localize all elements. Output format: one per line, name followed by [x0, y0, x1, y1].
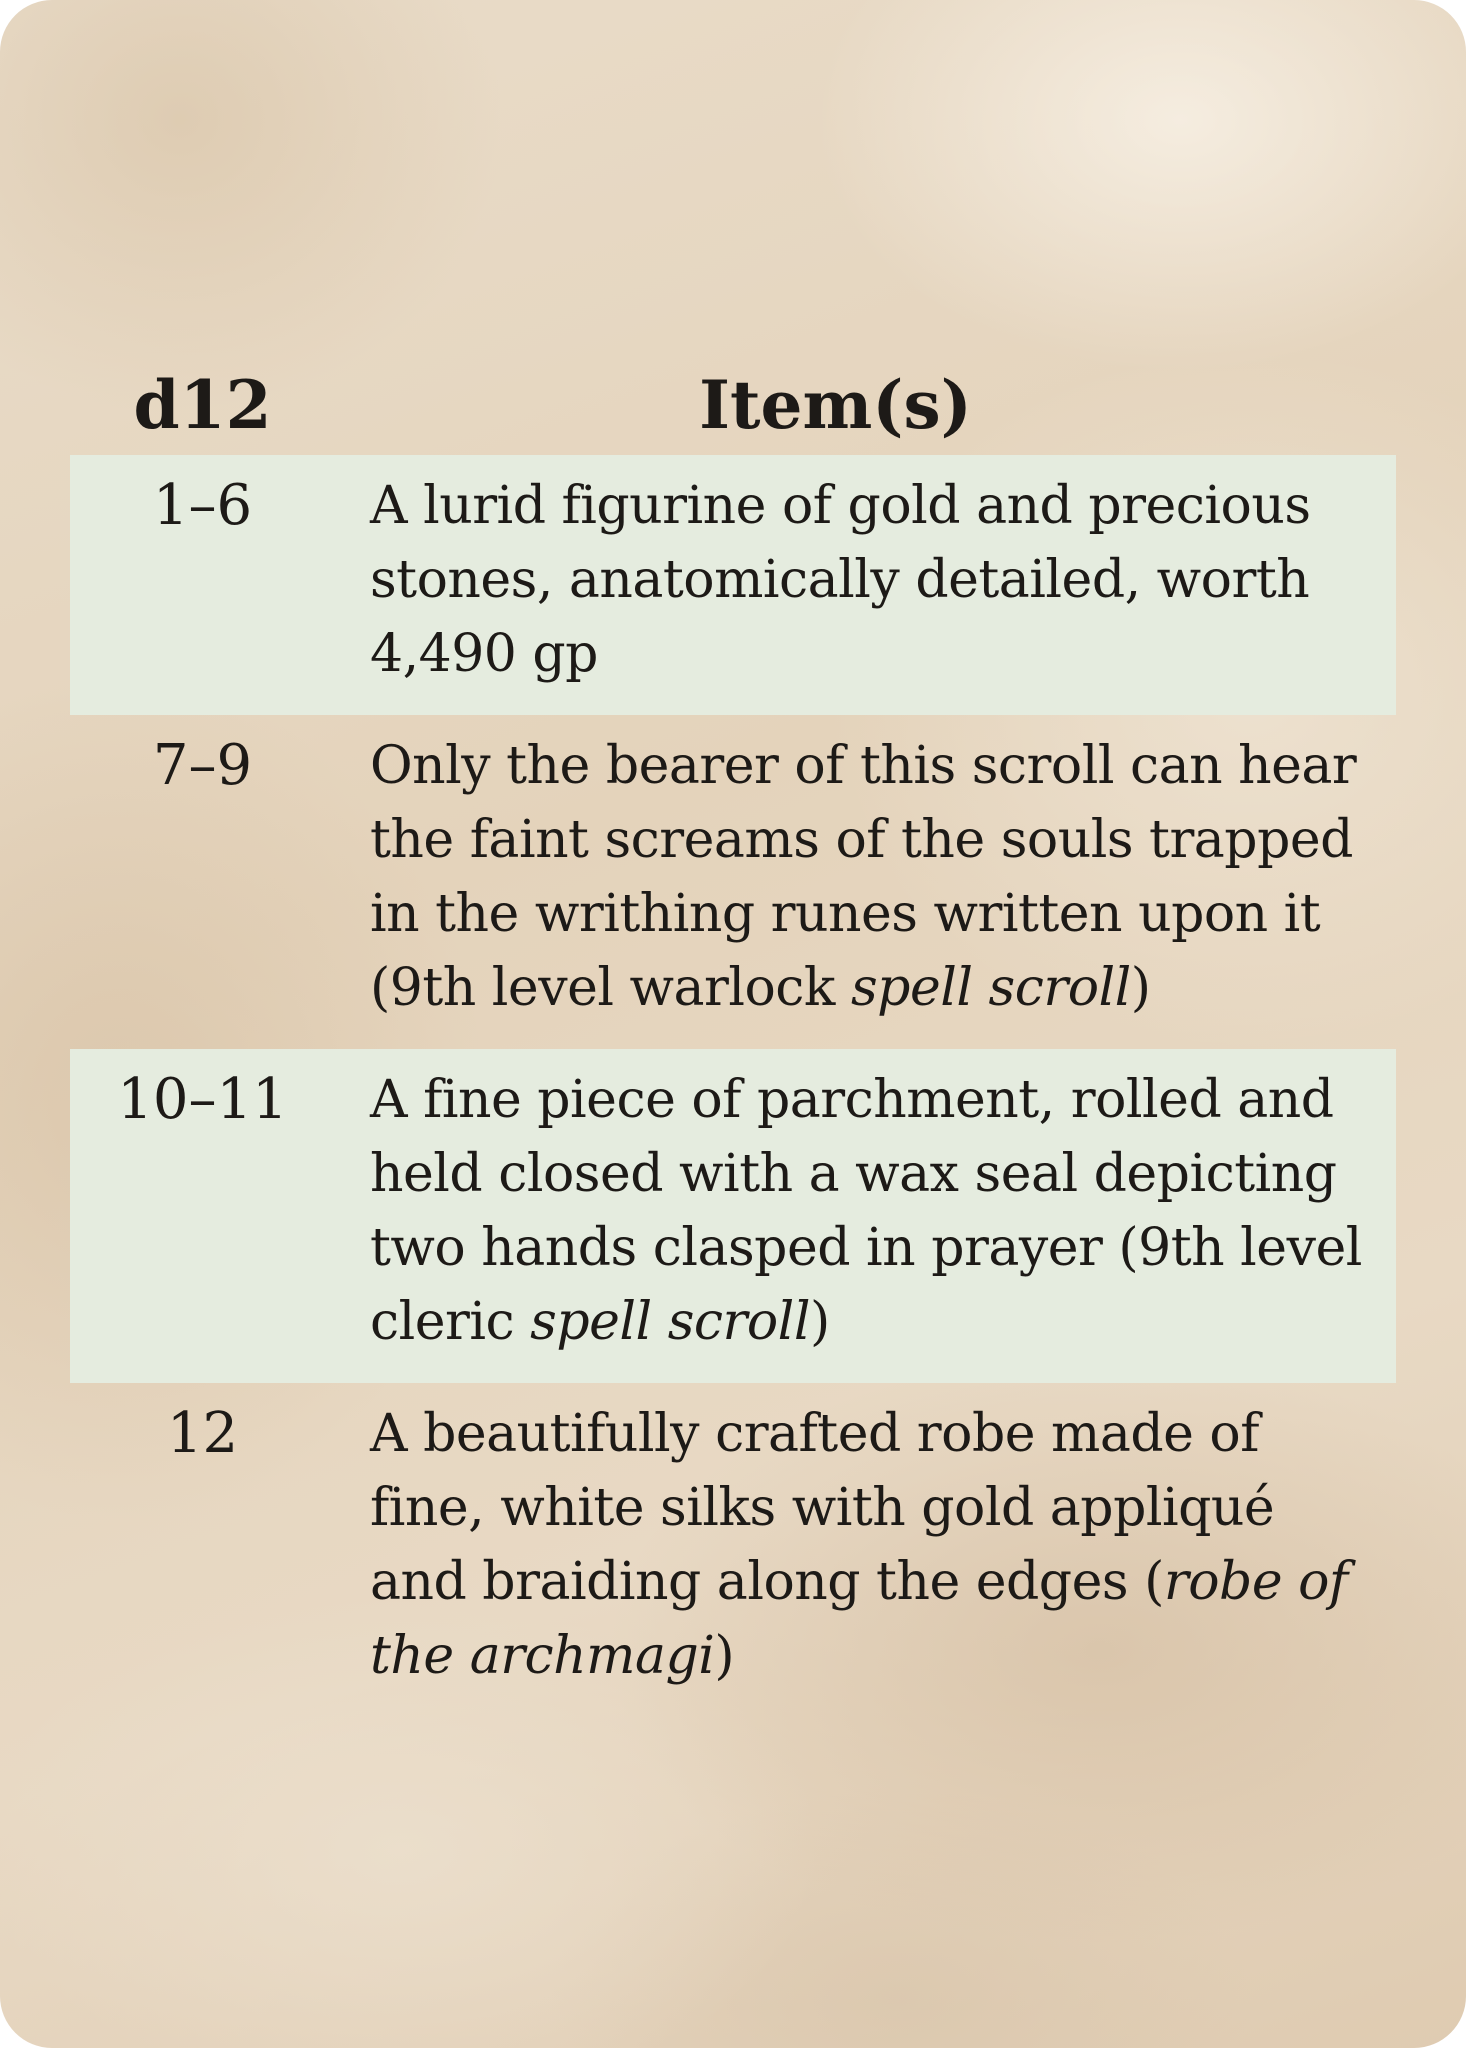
description-line: stones, anatomically detailed, worth: [370, 550, 1310, 610]
table-header: [70, 355, 1396, 455]
description-text: and braiding along the edges (: [370, 1552, 1164, 1612]
item-description: [335, 1063, 1396, 1359]
description-line: two hands clasped in prayer (9th level: [370, 1218, 1362, 1278]
item-name-italic: spell scroll: [850, 958, 1131, 1018]
item-description: [335, 469, 1396, 691]
item-column-header: Item(s): [699, 366, 972, 444]
description-line: A beautifully crafted robe made of: [370, 1404, 1259, 1464]
table-row: [70, 715, 1396, 1049]
roll-range: 10–11: [117, 1067, 288, 1132]
item-table: [70, 355, 1396, 1703]
description-line: [370, 1545, 1376, 1619]
description-line: the faint screams of the souls trapped: [370, 810, 1353, 870]
description-line: 4,490 gp: [370, 624, 598, 684]
description-text: cleric: [370, 1292, 531, 1352]
item-description: [335, 1397, 1396, 1693]
item-name-italic: robe of: [1163, 1552, 1348, 1612]
description-line: fine, white silks with gold appliqué: [370, 1478, 1275, 1538]
description-line: held closed with a wax seal depicting: [370, 1144, 1337, 1204]
description-line: A lurid figurine of gold and precious: [370, 476, 1311, 536]
description-line: A fine piece of parchment, rolled and: [370, 1070, 1334, 1130]
description-line: [370, 951, 1376, 1025]
roll-range: 7–9: [152, 733, 253, 798]
description-line: Only the bearer of this scroll can hear: [370, 736, 1357, 796]
roll-range: 1–6: [152, 473, 253, 538]
item-description: [335, 729, 1396, 1025]
table-row: [70, 455, 1396, 715]
description-text: (9th level warlock: [370, 958, 851, 1018]
roll-range: 12: [166, 1401, 239, 1466]
table-row: [70, 1049, 1396, 1383]
description-line: in the writhing runes written upon it: [370, 884, 1321, 944]
table-row: [70, 1383, 1396, 1703]
closing-paren: ): [1130, 958, 1151, 1018]
description-line: [370, 1619, 1376, 1693]
description-line: [370, 1285, 1376, 1359]
item-name-italic: spell scroll: [530, 1292, 810, 1352]
closing-paren: ): [809, 1292, 830, 1352]
item-name-italic: the archmagi: [370, 1626, 715, 1686]
roll-column-header: d12: [133, 366, 272, 444]
closing-paren: ): [714, 1626, 735, 1686]
